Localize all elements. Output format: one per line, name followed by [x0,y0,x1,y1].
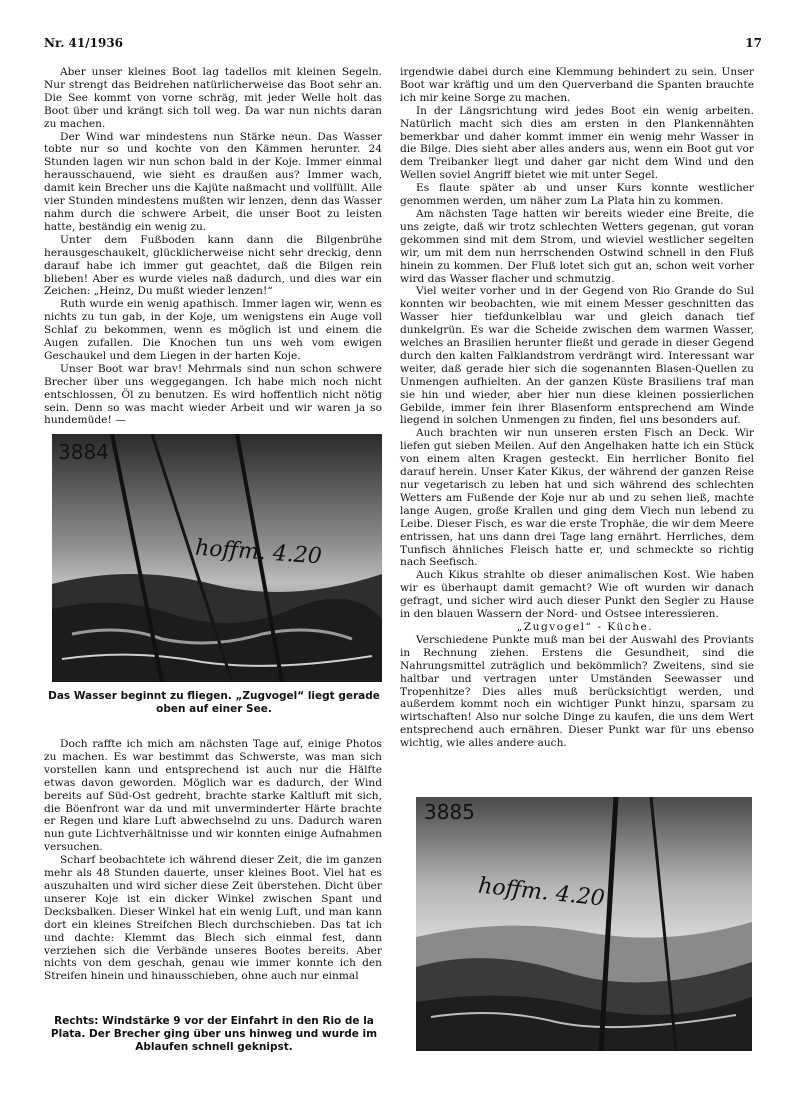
left-column-top [44,66,382,427]
paragraph: Auch Kikus strahlte ob dieser animalischen Kost. Wie haben wir es überhaupt damit gemacht? Wie oft wurden wir danach gefragt, und sicher wird auch dieser Punkt den Segler zu Hause in den blauen Wassern der Nord- und Ostsee interessieren. [400,569,754,621]
page-header [44,36,762,54]
paragraph: Doch raffte ich mich am nächsten Tage auf, einige Photos zu machen. Es war bestimmt das Schwerste, was man sich vorstellen kann und entsprechend ist auch nur die Hälfte etwas davon geworden. Möglich war es dadurch, der Wind bereits auf Süd-Ost gedreht, brachte starke Kaltluft mit sich, die Böenfront war da und mit unverminderter Härte brachte er Regen und klare Luft abwechselnd zu uns. Dadurch waren nun gute Lichtverhältnisse und wir konnten einige Aufnahmen versuchen. [44,738,382,854]
paragraph: Unser Boot war brav! Mehrmals sind nun schon schwere Brecher über uns weggegangen. Ich habe mich noch nicht entschlossen, Öl zu benutzen. Es wird hoffentlich nicht nötig sein. Denn so was macht wieder Arbeit und wir waren ja so hundemüde! — [44,362,382,427]
handwritten-number: 3885 [424,800,475,824]
paragraph: Unter dem Fußboden kann dann die Bilgenbrühe herausgeschaukelt, glücklicherweise nicht sehr dreckig, denn darauf habe ich immer gut geachtet, daß die Bilgen rein blieben! Aber es wurde vieles naß dadurch, und dies war ein Zeichen: „Heinz, Du mußt wieder lenzen!“ [44,233,382,298]
handwritten-note: hoffm. 4.20 [477,873,606,912]
paragraph: Aber unser kleines Boot lag tadellos mit kleinen Segeln. Nur strengt das Beidrehen natürlicherweise das Boot sehr an. Die See kommt von vorne schräg, mit jeder Welle holt das Boot über und krängt sich toll weg. Da war nun nichts daran zu machen. [44,66,382,130]
photo-caption-2: Rechts: Windstärke 9 vor der Einfahrt in den Rio de la Plata. Der Brecher ging über uns hinweg und wurde im Ablaufen schnell geknipst. [50,1015,378,1053]
paragraph: Der Wind war mindestens nun Stärke neun. Das Wasser tobte nur so und kochte von den Kämmen herunter. 24 Stunden lagen wir nun schon bald in der Koje. Immer einmal herausschauend, wie sieht es draußen aus? Immer wach, damit kein Brecher uns die Kajüte naßmacht und vollfüllt. Alle vier Stunden mindestens mußten wir lenzen, denn das Wasser nahm durch die schwere Arbeit, die unser Boot zu leisten hatte, beständig ein wenig zu. [44,130,382,233]
paragraph: Scharf beobachtete ich während dieser Zeit, die im ganzen mehr als 48 Stunden dauerte, unser kleines Boot. Viel hat es auszuhalten und wird sicher diese Zeit überstehen. Dicht über unserer Koje ist ein dicker Winkel zwischen Spant und Decksbalken. Dieser Winkel hat ein wenig Luft, und man kann dort ein kleines Streifchen Blech durchschieben. Das tat ich und dachte: Klemmt das Blech sich einmal fest, dann verziehen sich die Verbände unseres Bootes bereits. Aber nichts von dem geschah, genau wie immer konnte ich den Streifen hinein und hinausschieben, ohne auch nur einmal [44,854,382,983]
paragraph: Viel weiter vorher und in der Gegend von Rio Grande do Sul konnten wir beobachten, wie mit einem Messer geschnitten das Wasser hier tiefdunkelblau war und gleich danach tief dunkelgrün. Es war die Scheide zwischen dem warmen Wasser, welches an Brasilien herunter fließt und gerade in dieser Gegend durch den kalten Falklandstrom verdrängt wird. Interessant war weiter, daß gerade hier sich die sogenannten Blasen-Quellen zu Unmengen aufhielten. An der ganzen Küste Brasiliens traf man sie hin und wieder, aber hier nun diese kleinen possierlichen Gebilde, immer fein ihrer Blasenform entsprechend am Winde liegend in solchen Unmengen zu finden, fiel uns besonders auf. [400,285,754,427]
paragraph: Es flaute später ab und unser Kurs konnte westlicher genommen werden, um näher zum La Plata hin zu kommen. [400,182,754,208]
paragraph: irgendwie dabei durch eine Klemmung behindert zu sein. Unser Boot war kräftig und um den Querverband die Spanten brauchte ich mir keine Sorge zu machen. [400,66,754,104]
paragraph: Verschiedene Punkte muß man bei der Auswahl des Proviants in Rechnung ziehen. Erstens die Gesundheit, sind die Nahrungsmittel zuträglich und bekömmlich? Zweitens, sind sie haltbar und vertragen unter Umständen Seewasser und Tropenhitze? Dies alles muß berücksichtigt werden, und außerdem kommt noch ein wichtiger Punkt hinzu, sparsam zu wirtschaften! Also nur solche Dinge zu kaufen, die uns dem Wert entsprechend auch ernähren. Dieser Punkt war für uns ebenso wichtig, wie alles andere auch. [400,633,754,750]
page-number: 17 [745,36,762,50]
issue-number: Nr. 41/1936 [44,36,124,50]
handwritten-note: hoffm. 4.20 [194,535,323,570]
right-column [400,66,754,750]
left-column-bottom [44,738,382,983]
photo-storm-sea-2 [416,797,752,1051]
paragraph: Am nächsten Tage hatten wir bereits wieder eine Breite, die uns zeigte, daß wir trotz schlechten Wetters gegenan, gut voran gekommen sind mit dem Strom, und wieviel westlicher segelten wir, um mit dem nun herrschenden Ostwind schnell in den Fluß hinein zu kommen. Der Fluß lotet sich gut an, schon weit vorher wird das Wasser flacher und schmutzig. [400,207,754,285]
section-subheading: „Zugvogel“ - Küche. [516,620,654,633]
handwritten-number: 3884 [58,440,109,464]
paragraph: Ruth wurde ein wenig apathisch. Immer lagen wir, wenn es nichts zu tun gab, in der Koje, um wenigstens ein Auge voll Schlaf zu bekommen, wenn es möglich ist und einem die Augen zufallen. Die Knochen tun uns weh vom ewigen Geschaukel und dem Liegen in der harten Koje. [44,298,382,362]
paragraph: Auch brachten wir nun unseren ersten Fisch an Deck. Wir liefen gut sieben Meilen. Auf den Angelhaken hatte ich ein Stück von einem alten Kragen gesteckt. Ein herrlicher Bonito fiel darauf herein. Unser Kater Kikus, der während der ganzen Reise nur vegetarisch zu leben hat und sich während des schlechten Wetters am Fußende der Koje nur ab und zu sehen ließ, machte lange Augen, große Krallen und ging dem Viech nun lebend zu Leibe. Dieser Fisch, es war die erste Trophäe, die wir dem Meere entrissen, hat uns dann drei Tage lang ernährt. Herrliches, dem Tunfisch ähnliches Fleisch hatte er, und schmeckte so richtig nach Seefisch. [400,427,754,569]
photo-caption-1: Das Wasser beginnt zu fliegen. „Zugvogel“ liegt gerade oben auf einer See. [48,690,380,715]
paragraph: In der Längsrichtung wird jedes Boot ein wenig arbeiten. Natürlich macht sich dies am ersten in den Plankennähten bemerkbar und daher kommt immer ein wenig mehr Wasser in die Bilge. Dies sieht aber alles anders aus, wenn ein Boot gut vor dem Treibanker liegt und daher gar nicht dem Wind und den Wellen soviel Angriff bietet wie mit unter Segel. [400,104,754,182]
